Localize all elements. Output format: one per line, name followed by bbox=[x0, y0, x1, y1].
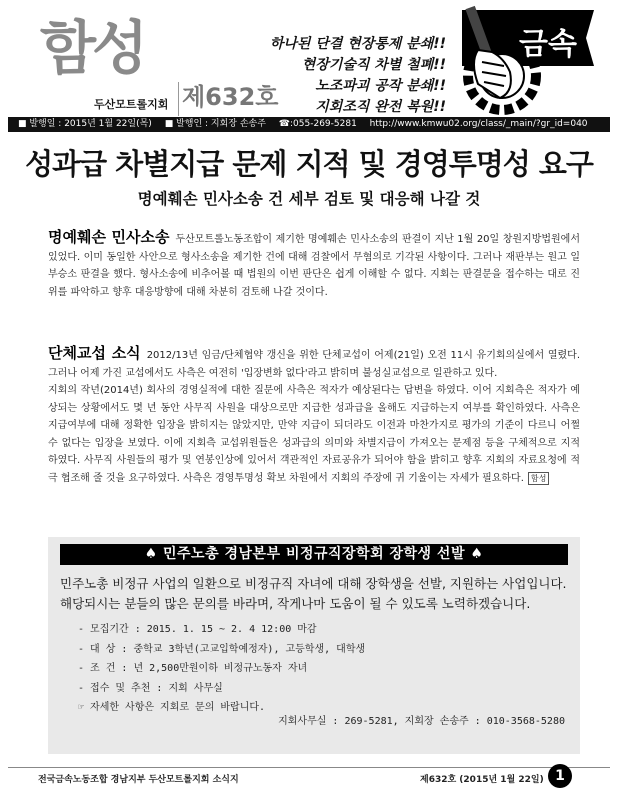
footer-publisher: 전국금속노동조합 경남지부 두산모트롤지회 소식지 bbox=[38, 775, 239, 785]
slogan-list bbox=[256, 34, 446, 118]
article-body: 2012/13년 임금/단체협약 갱신을 위한 단체교섭이 어제(21일) 오전 11시 유기회의실에서 열렸다. 그러나 어제 가진 교섭에서도 사측은 여전히 '입장변화 없다'라고 밝히며 불성실교섭으로 일관하고 있다. bbox=[48, 350, 581, 379]
page-number: 1 bbox=[548, 764, 572, 788]
phone-number: ☎:055-269-5281 bbox=[278, 119, 357, 129]
list-item: - 조 건 : 년 2,500만원이하 비정규노동자 자녀 bbox=[78, 663, 308, 674]
end-mark: 함성 bbox=[528, 472, 549, 485]
metal-union-emblem-icon bbox=[444, 2, 612, 120]
list-item: - 모집기간 : 2015. 1. 15 ~ 2. 4 12:00 마감 bbox=[78, 624, 317, 635]
slogan: 현장기술직 차별 철폐!! bbox=[301, 57, 446, 73]
scholarship-details bbox=[78, 620, 558, 718]
scholarship-intro bbox=[60, 574, 570, 614]
issue-divider bbox=[178, 82, 179, 116]
subheadline: 명예훼손 민사소송 건 세부 검토 및 대응해 나갈 것 bbox=[137, 190, 481, 208]
intro-line: 해당되시는 분들의 많은 문의를 바라며, 작게나마 도움이 될 수 있도록 노력하겠습니다. bbox=[60, 596, 531, 611]
intro-line: 민주노총 비정규 사업의 일환으로 비정규직 자녀에 대해 장학생을 선발, 지원하는 사업입니다. bbox=[60, 576, 567, 591]
scholarship-contact: 지회사무실 : 269-5281, 지회장 손송주 : 010-3568-5280 bbox=[278, 716, 565, 727]
union-branch-name: 두산모트롤지회 bbox=[94, 98, 169, 111]
website-link[interactable]: http://www.kmwu02.org/class/_main/?gr_id=040 bbox=[369, 119, 588, 129]
article-lead: 단체교섭 소식 bbox=[48, 344, 141, 362]
article-collective-bargaining bbox=[48, 345, 580, 487]
scholarship-title: ♠ 민주노총 경남본부 비정규직장학회 장학생 선발 ♠ bbox=[60, 544, 568, 565]
issue-number: 제632호 bbox=[182, 83, 279, 111]
slogan: 노조파괴 공작 분쇄!! bbox=[315, 78, 446, 94]
list-item: ☞ 자세한 사항은 지회로 문의 바랍니다. bbox=[78, 702, 266, 713]
newsletter-logo: 함성 bbox=[40, 14, 145, 82]
article-body: 두산모트롤노동조합이 제기한 명예훼손 민사소송의 판결이 지난 1월 20일 창원지방법원에서 있었다. 이미 동일한 사안으로 형사소송을 제기한 건에 대해 검찰에서 무혐의로 기각된 사항이다. 그러나 재판부는 원고 일부승소 판결을 했다. 형사소송에 비추어볼 때 법원의 이번 판단은 쉽게 이해할 수 없다. 지회는 판결문을 접수하는 대로 진위를 파악하고 향후 대응방향에 대해 차분히 검토해 나갈 것이다. bbox=[48, 234, 580, 298]
footer-issue-date: 제632호 (2015년 1월 22일) bbox=[420, 775, 544, 785]
article-lead: 명예훼손 민사소송 bbox=[48, 228, 170, 246]
publish-date: ■ 발행일 : 2015년 1월 22일(목) bbox=[18, 119, 152, 129]
masthead bbox=[0, 0, 618, 122]
publication-info-bar bbox=[8, 117, 610, 132]
footer-divider bbox=[8, 767, 610, 768]
list-item: - 대 상 : 중학교 3학년(고교입학예정자), 고등학생, 대학생 bbox=[78, 643, 366, 655]
article-body: 지회의 작년(2014년) 회사의 경영실적에 대한 질문에 사측은 적자가 예상된다는 답변을 하였다. 이어 지회측은 적자가 예상되는 상황에서도 몇 년 동안 사무직 사원을 대상으로만 지급한 성과급을 올해도 지급하는지 여부를 확인하였다. 사측은 지급여부에 대해 정확한 입장을 밝히지는 않았지만, 만약 지급이 되더라도 이전과 마찬가지로 평가의 기준이 다르니 어쩔 수 없다는 입장을 보였다. 이에 지회측 교섭위원들은 성과급의 의미와 차별지급이 가져오는 문제점 등을 구체적으로 지적 하였다. 사무직 사원들의 평가 및 연봉인상에 있어서 객관적인 자료공유가 되어야 함을 밝히고 향후 지회의 자료요청에 적극 협조해 줄 것을 요구하였다. 사측은 경영투명성 확보 차원에서 지회의 주장에 귀 기울이는 자세가 필요하다. bbox=[48, 385, 580, 484]
headline: 성과급 차별지급 문제 지적 및 경영투명성 요구 bbox=[25, 147, 593, 181]
slogan: 하나된 단결 현장통제 분쇄!! bbox=[269, 36, 446, 52]
publisher: ■ 발행인 : 지회장 손송주 bbox=[164, 119, 266, 129]
article-defamation-lawsuit bbox=[48, 229, 580, 301]
list-item: - 접수 및 추천 : 지회 사무실 bbox=[78, 682, 223, 694]
slogan: 지회조직 완전 복원!! bbox=[315, 99, 446, 115]
emblem-label: 금속 bbox=[519, 27, 577, 62]
